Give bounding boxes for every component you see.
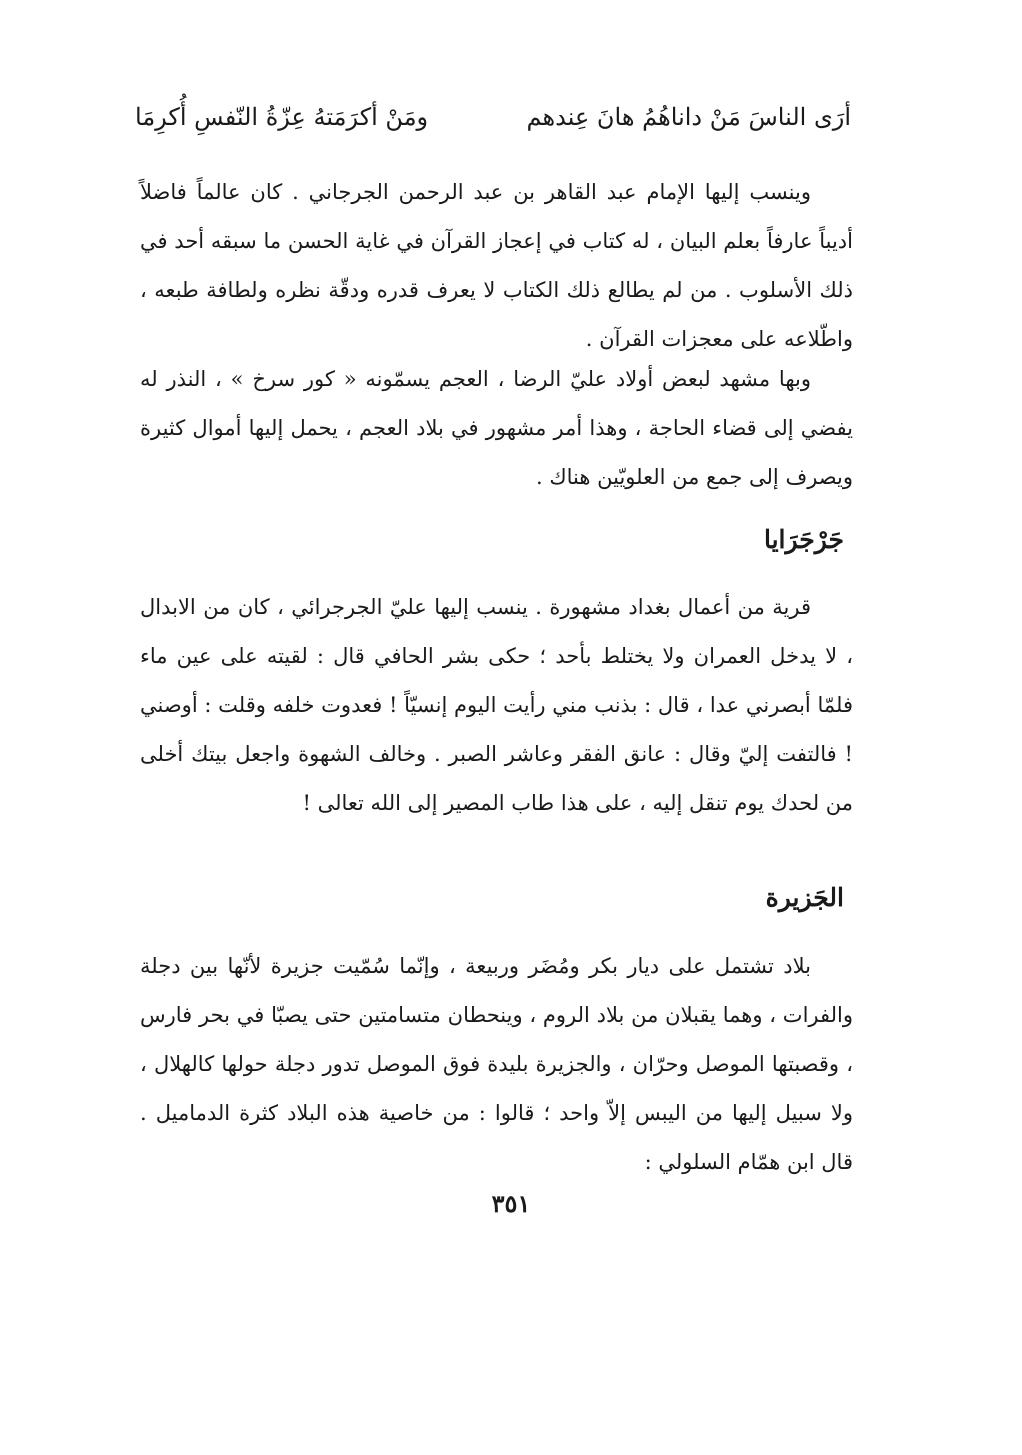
page-number: ٣٥١ xyxy=(491,1189,531,1218)
heading-jarjaraya: جَرْجَرَايا xyxy=(763,525,844,554)
paragraph-jurjani: وينسب إليها الإمام عبد القاهر بن عبد الرحمن الجرجاني . كان عالماً فاضلاً أديباً عارفاً بعلم البيان ، له كتاب في إعجاز القرآن في غاية الحسن ما سبقه أحد في ذلك الأسلوب . من لم يطالع ذلك الكتاب لا يعرف قدره ودقّة نظره ولطافة طبعه ، واطّلاعه على معجزات القرآن . xyxy=(140,180,853,351)
heading-jazira: الجَزيرة xyxy=(765,883,844,912)
verse-line xyxy=(135,92,851,142)
verse-second-hemistich: ومَنْ أكرَمَتهُ عِزّةُ النّفسِ أُكرِمَا xyxy=(135,103,429,131)
paragraph-jazira: بلاد تشتمل على ديار بكر ومُضَر وربيعة ، وإنّما سُمّيت جزيرة لأنّها بين دجلة والفرات ، وهما يقبلان من بلاد الروم ، وينحطان متسامتين حتى يصبّا في بحر فارس ، وقصبتها الموصل وحرّان ، والجزيرة بليدة فوق الموصل تدور دجلة حولها كالهلال ، ولا سبيل إليها من اليبس إلاّ واحد ؛ قالوا : من خاصية هذه البلاد كثرة الدماميل . قال ابن همّام السلولي : xyxy=(140,954,853,1174)
paragraph-mashhad: وبها مشهد لبعض أولاد عليّ الرضا ، العجم يسمّونه « كور سرخ » ، النذر له يفضي إلى قضاء الحاجة ، وهذا أمر مشهور في بلاد العجم ، يحمل إليها أموال كثيرة ويصرف إلى جمع من العلويّين هناك . xyxy=(140,367,853,489)
paragraph-jarjaraya: قرية من أعمال بغداد مشهورة . ينسب إليها عليّ الجرجرائي ، كان من الابدال ، لا يدخل العمران ولا يختلط بأحد ؛ حكى بشر الحافي قال : لقيته على عين ماء فلمّا أبصرني عدا ، قال : بذنب مني رأيت اليوم إنسيّاً ! فعدوت خلفه وقلت : أوصني ! فالتفت إليّ وقال : عانق الفقر وعاشر الصبر . وخالف الشهوة واجعل بيتك أخلى من لحدك يوم تنقل إليه ، على هذا طاب المصير إلى الله تعالى ! xyxy=(140,595,853,815)
verse-first-hemistich: أرَى الناسَ مَنْ داناهُمُ هانَ عِندهم xyxy=(526,103,851,131)
